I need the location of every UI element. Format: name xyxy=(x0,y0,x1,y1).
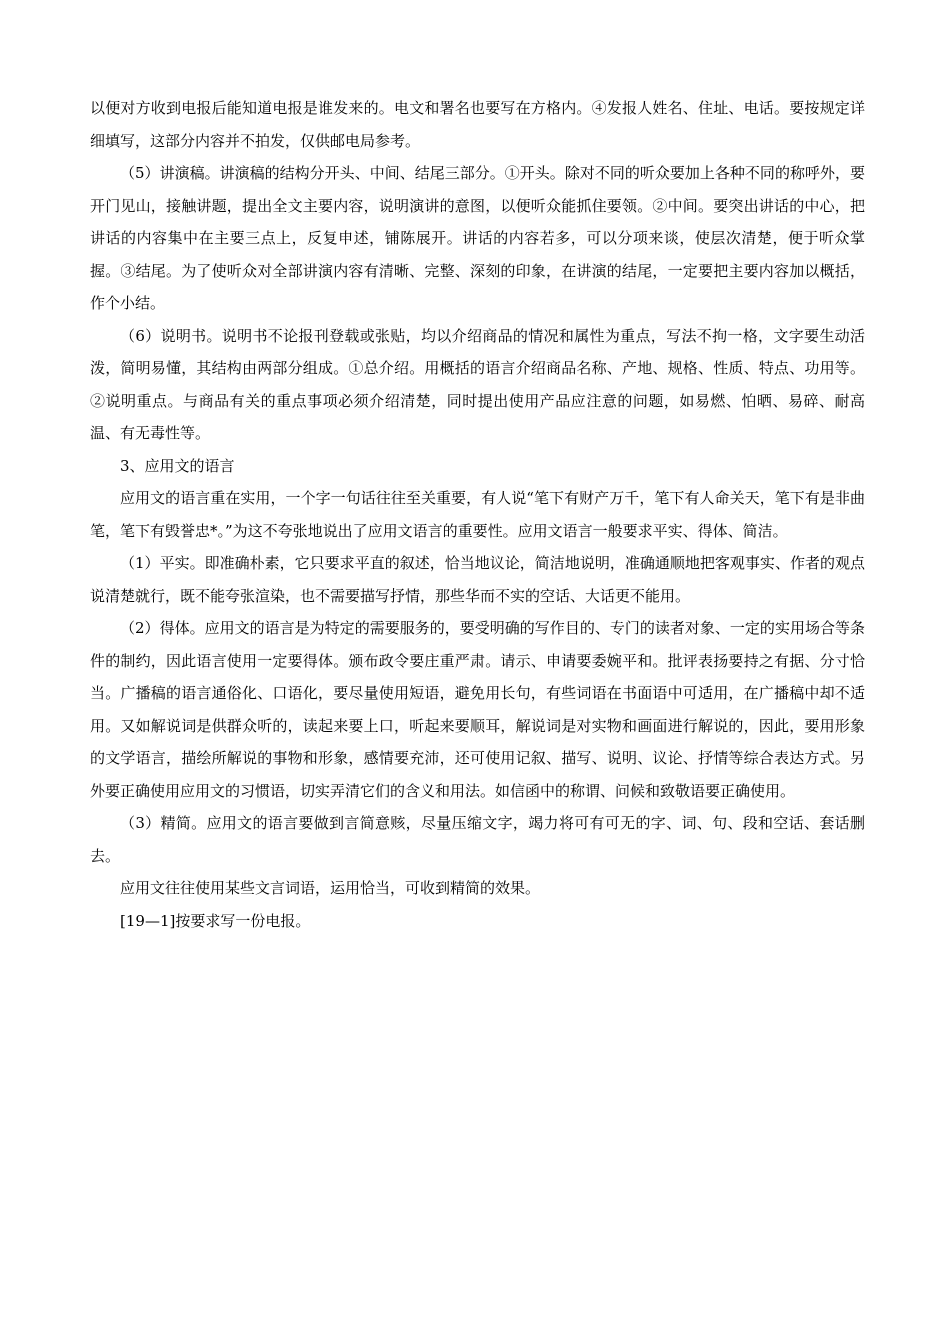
paragraph-appropriate: （2）得体。应用文的语言是为特定的需要服务的，要受明确的写作目的、专门的读者对象、一定的实用场合等条件的制约，因此语言使用一定要得体。颁布政令要庄重严肃。请示、申请要委婉平和。批评表扬要持之有据、分寸恰当。广播稿的语言通俗化、口语化，要尽量使用短语，避免用长句，有些词语在书面语中可适用，在广播稿中却不适用。又如解说词是供群众听的，读起来要上口，听起来要顺耳，解说词是对实物和画面进行解说的，因此，要用形象的文学语言，描绘所解说的事物和形象，感情要充沛，还可使用记叙、描写、说明、议论、抒情等综合表达方式。另外要正确使用应用文的习惯语，切实弄清它们的含义和用法。如信函中的称谓、问候和致敬语要正确使用。 xyxy=(90,619,865,800)
paragraph-telegram-continuation: 以便对方收到电报后能知道电报是谁发来的。电文和署名也要写在方格内。④发报人姓名、住址、电话。要按规定详细填写，这部分内容并不拍发，仅供邮电局参考。 xyxy=(90,99,865,150)
document-page xyxy=(90,92,865,937)
exercise-item: [19—1]按要求写一份电报。 xyxy=(120,911,311,930)
paragraph-instruction-manual: （6）说明书。说明书不论报刊登载或张贴，均以介绍商品的情况和属性为重点，写法不拘一格，文字要生动活泼，简明易懂，其结构由两部分组成。①总介绍。用概括的语言介绍商品名称、产地、规格、性质、特点、功用等。②说明重点。与商品有关的重点事项必须介绍清楚，同时提出使用产品应注意的问题，如易燃、怕晒、易碎、耐高温、有无毒性等。 xyxy=(90,326,865,442)
paragraph-language-intro: 应用文的语言重在实用，一个字一句话往往至关重要，有人说“笔下有财产万千，笔下有人命关天，笔下有是非曲笔，笔下有毁誉忠*。”为这不夸张地说出了应用文语言的重要性。应用文语言一般要求平实、得体、简洁。 xyxy=(90,489,865,540)
paragraph-concise: （3）精简。应用文的语言要做到言简意赅，尽量压缩文字，竭力将可有可无的字、词、句、段和空话、套话删去。 xyxy=(90,814,865,865)
paragraph-speech-draft: （5）讲演稿。讲演稿的结构分开头、中间、结尾三部分。①开头。除对不同的听众要加上各种不同的称呼外，要开门见山，接触讲题，提出全文主要内容，说明演讲的意图，以便听众能抓住要领。②中间。要突出讲话的中心，把讲话的内容集中在主要三点上，反复申述，铺陈展开。讲话的内容若多，可以分项来谈，使层次清楚，便于听众掌握。③结尾。为了使听众对全部讲演内容有清晰、完整、深刻的印象，在讲演的结尾，一定要把主要内容加以概括，作个小结。 xyxy=(90,164,865,312)
paragraph-plain: （1）平实。即准确朴素，它只要求平直的叙述，恰当地议论，简洁地说明，准确通顺地把客观事实、作者的观点说清楚就行，既不能夸张渲染，也不需要描写抒情，那些华而不实的空话、大话更不能用。 xyxy=(90,554,865,605)
section-heading-language: 3、应用文的语言 xyxy=(120,456,235,475)
paragraph-classical-words: 应用文往往使用某些文言词语，运用恰当，可收到精简的效果。 xyxy=(120,879,541,897)
